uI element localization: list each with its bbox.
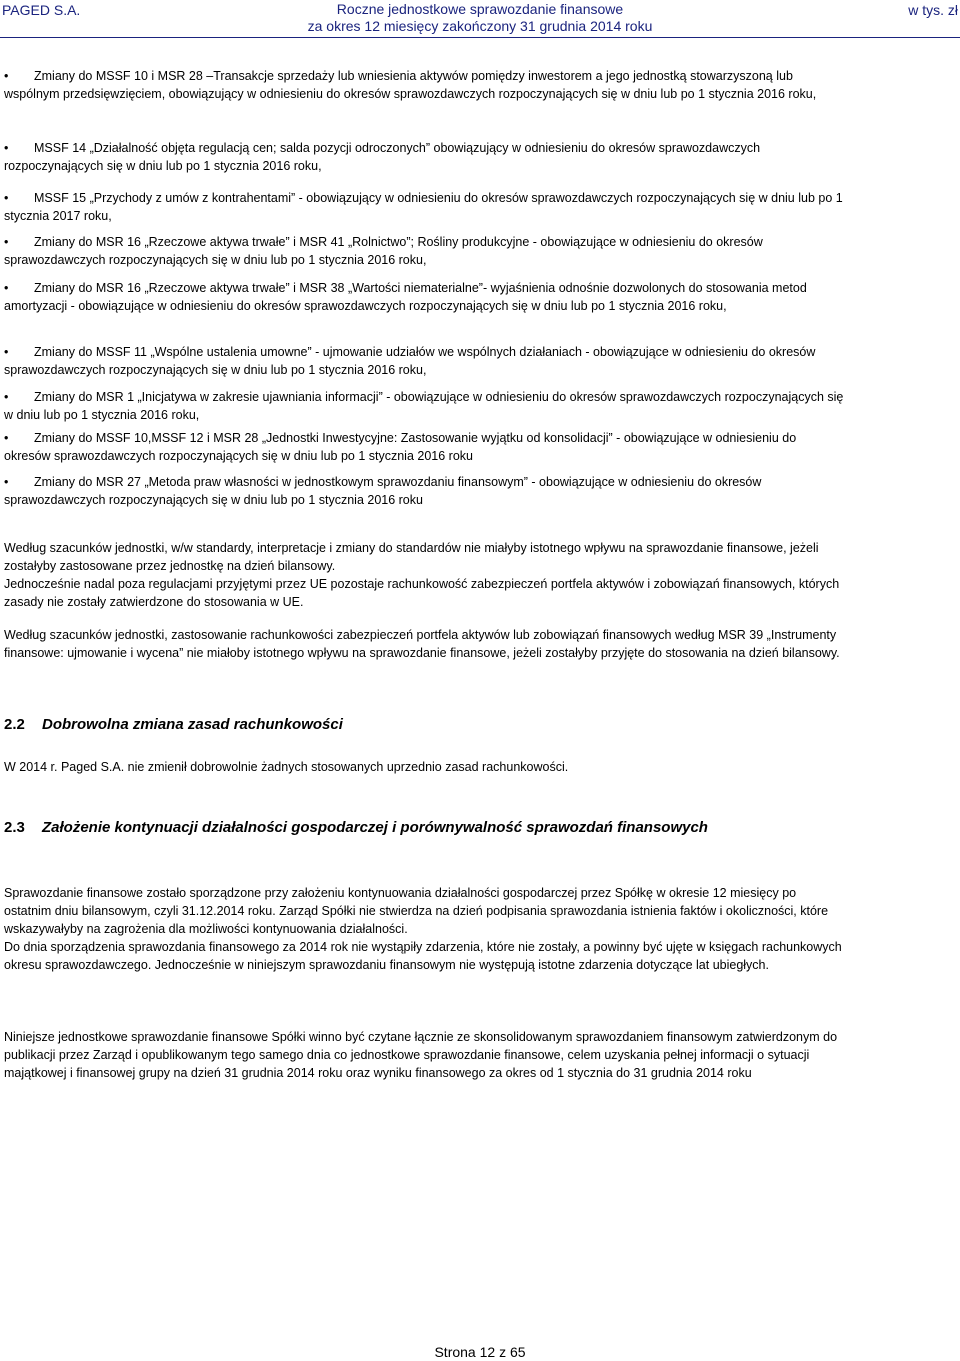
list-item <box>4 67 844 103</box>
report-title <box>0 1 960 35</box>
currency-unit: w tys. zł <box>908 2 958 18</box>
paragraph-text: Według szacunków jednostki, zastosowanie rachunkowości zabezpieczeń portfela aktywów lub zobowiązań finansowych według MSR 39 „Instrumenty finansowe: ujmowanie i wycena” nie miałoby istotnego wpływu na sprawozdanie finansowe, jeżeli zostałyby przyjęte do stosowania na dzień bilansowy. <box>4 628 840 660</box>
bullet-marker: • <box>4 235 9 249</box>
list-item-text: Zmiany do MSR 16 „Rzeczowe aktywa trwałe” i MSR 38 „Wartości niematerialne”- wyjaśnienia odnośnie dozwolonych do stosowania metod amortyzacji - obowiązujące w odniesieniu do okresów sprawozdawczych rozpoczynających się w dniu lub po 1 stycznia 2016 roku, <box>4 281 807 313</box>
list-item-text: Zmiany do MSR 1 „Inicjatywa w zakresie ujawniania informacji” - obowiązujące w odniesieniu do okresów sprawozdawczych rozpoczynających się w dniu lub po 1 stycznia 2016 roku, <box>4 390 844 422</box>
list-item-text: Zmiany do MSR 27 „Metoda praw własności w jednostkowym sprawozdaniu finansowym” - obowiązujące w odniesieniu do okresów sprawozdawczych rozpoczynających się w dniu lub po 1 stycznia 2016 roku <box>4 475 762 507</box>
section-title: Założenie kontynuacji działalności gospodarczej i porównywalność sprawozdań finansowych <box>42 819 708 836</box>
bullet-marker: • <box>4 281 9 295</box>
list-item <box>4 388 844 424</box>
list-item-text: MSSF 15 „Przychody z umów z kontrahentami” - obowiązujący w odniesieniu do okresów sprawozdawczych rozpoczynających się w dniu lub po 1 stycznia 2017 roku, <box>4 191 843 223</box>
list-item <box>4 189 844 225</box>
bullet-marker: • <box>4 191 9 205</box>
list-item <box>4 139 844 175</box>
list-item <box>4 473 844 509</box>
section-heading-2-3 <box>4 819 708 837</box>
report-title-line1: Roczne jednostkowe sprawozdanie finansowe <box>336 1 624 17</box>
paragraph-going-concern <box>4 884 844 974</box>
page-header <box>0 0 960 40</box>
company-name: PAGED S.A. <box>2 2 81 18</box>
paragraph-text: Według szacunków jednostki, w/w standardy, interpretacje i zmiany do standardów nie miałyby istotnego wpływu na sprawozdanie finansowe, jeżeli zostałyby zastosowane przez jednostkę na dzień bilansowy. <box>4 541 819 573</box>
bullet-marker: • <box>4 431 9 445</box>
section-heading-2-2 <box>4 716 343 734</box>
list-item-text: Zmiany do MSR 16 „Rzeczowe aktywa trwałe” i MSR 41 „Rolnictwo”; Rośliny produkcyjne - obowiązujące w odniesieniu do okresów sprawozdawczych rozpoczynających się w dniu lub po 1 stycznia 2016 roku, <box>4 235 763 267</box>
section-title: Dobrowolna zmiana zasad rachunkowości <box>42 716 343 733</box>
paragraph-voluntary-change <box>4 758 844 776</box>
list-item-text: Zmiany do MSSF 10 i MSR 28 –Transakcje sprzedaży lub wniesienia aktywów pomiędzy inwestorem a jego jednostką stowarzyszoną lub wspólnym przedsięwzięciem, obowiązujący w odniesieniu do okresów sprawozdawczych rozpoczynających się w dniu lub po 1 stycznia 2016 roku, <box>4 69 817 101</box>
list-item <box>4 343 844 379</box>
list-item-text: Zmiany do MSSF 11 „Wspólne ustalenia umowne” - ujmowanie udziałów we wspólnych działaniach - obowiązujące w odniesieniu do okresów sprawozdawczych rozpoczynających się w dniu lub po 1 stycznia 2016 roku, <box>4 345 816 377</box>
paragraph-consolidated-reference <box>4 1028 844 1082</box>
bullet-marker: • <box>4 475 9 489</box>
paragraph-text: Sprawozdanie finansowe zostało sporządzone przy założeniu kontynuowania działalności gospodarczej przez Spółkę w okresie 12 miesięcy po ostatnim dniu bilansowym, czyli 31.12.2014 roku. Zarząd Spółki nie stwierdza na dzień podpisania sprawozdania istnienia faktów i okoliczności, które wskazywałyby na zagrożenia dla możliwości kontynuowania działalności. <box>4 886 829 936</box>
list-item-text: Zmiany do MSSF 10,MSSF 12 i MSR 28 „Jednostki Inwestycyjne: Zastosowanie wyjątku od konsolidacji” - obowiązujące w odniesieniu do okresów sprawozdawczych rozpoczynających się w dniu lub po 1 stycznia 2016 roku <box>4 431 797 463</box>
paragraph-hedge-accounting <box>4 626 844 662</box>
bullet-marker: • <box>4 390 9 404</box>
bullet-marker: • <box>4 345 9 359</box>
paragraph-text: Niniejsze jednostkowe sprawozdanie finansowe Spółki winno być czytane łącznie ze skonsolidowanym sprawozdaniem finansowym zatwierdzonym do publikacji przez Zarząd i opublikowanym tego samego dnia co jednostkowe sprawozdanie finansowe, celem uzyskania pełnej informacji o sytuacji majątkowej i finansowej grupy na dzień 31 grudnia 2014 roku oraz wyniku finansowego za okres od 1 stycznia do 31 grudnia 2014 roku <box>4 1030 838 1080</box>
bullet-marker: • <box>4 141 9 155</box>
paragraph-impact-assessment <box>4 539 844 611</box>
section-number: 2.3 <box>4 819 25 836</box>
bullet-marker: • <box>4 69 9 83</box>
list-item-text: MSSF 14 „Działalność objęta regulacją cen; salda pozycji odroczonych” obowiązujący w odniesieniu do okresów sprawozdawczych rozpoczynających się w dniu lub po 1 stycznia 2016 roku, <box>4 141 761 173</box>
header-divider <box>0 37 960 38</box>
paragraph-text: W 2014 r. Paged S.A. nie zmienił dobrowolnie żadnych stosowanych uprzednio zasad rachunkowości. <box>4 760 569 774</box>
list-item <box>4 279 844 315</box>
paragraph-text: Do dnia sporządzenia sprawozdania finansowego za 2014 rok nie wystąpiły zdarzenia, które nie zostały, a powinny być ujęte w księgach rachunkowych okresu sprawozdawczego. Jednocześnie w niniejszym sprawozdaniu finansowym nie występują istotne zdarzenia dotyczące lat ubiegłych. <box>4 940 842 972</box>
paragraph-text: Jednocześnie nadal poza regulacjami przyjętymi przez UE pozostaje rachunkowość zabezpieczeń portfela aktywów i zobowiązań finansowych, których zasady nie zostały zatwierdzone do stosowania w UE. <box>4 577 840 609</box>
section-number: 2.2 <box>4 716 25 733</box>
report-title-line2: za okres 12 miesięcy zakończony 31 grudnia 2014 roku <box>307 18 653 34</box>
list-item <box>4 429 844 465</box>
list-item <box>4 233 844 269</box>
page-number: Strona 12 z 65 <box>434 1344 526 1360</box>
